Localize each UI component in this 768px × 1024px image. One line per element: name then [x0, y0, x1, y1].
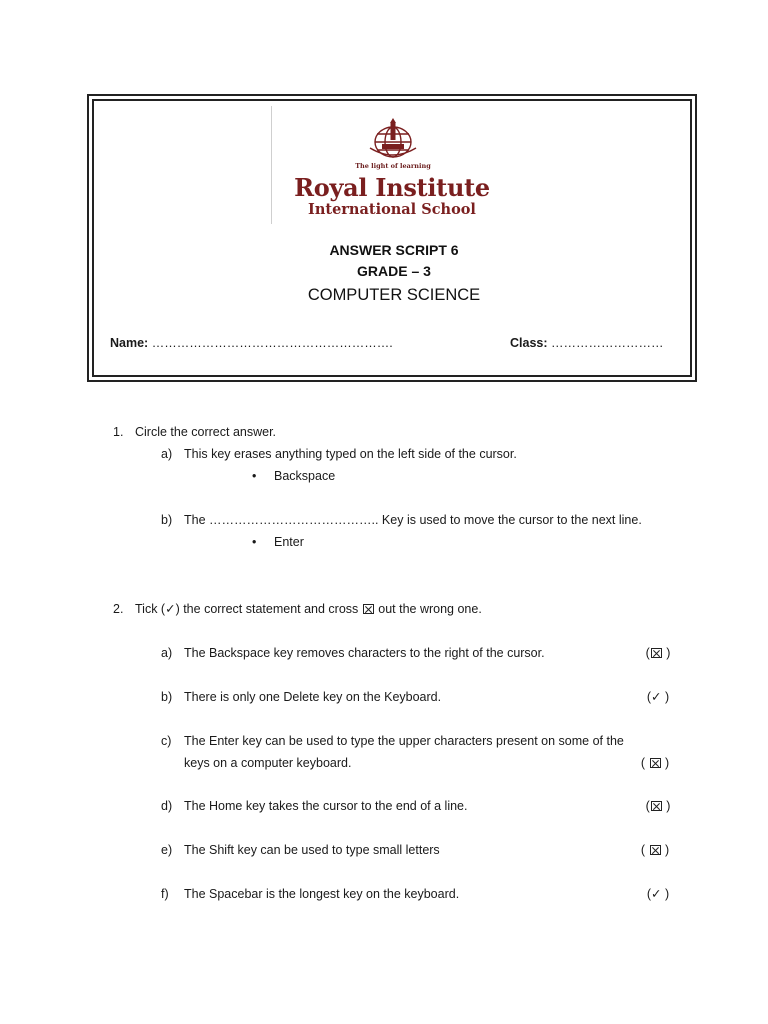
q2-number: 2.	[113, 602, 124, 616]
q1b-bullet: •	[252, 535, 257, 549]
document-grade: GRADE – 3	[357, 263, 431, 279]
close-paren: )	[666, 646, 671, 660]
class-field	[510, 336, 664, 350]
q1b-answer: Enter	[274, 535, 304, 549]
q2a-label: a)	[161, 646, 173, 660]
open-paren: (	[645, 799, 650, 813]
name-dots: ………………………………………………….	[148, 336, 393, 350]
school-emblem-icon	[364, 118, 422, 162]
tick-icon: ✓	[651, 690, 662, 704]
q2c-text-line2: keys on a computer keyboard.	[184, 756, 352, 770]
open-paren: (	[645, 646, 650, 660]
name-label: Name:	[110, 336, 149, 350]
q2e-text: The Shift key can be used to type small letters	[184, 843, 440, 857]
q2d-text: The Home key takes the cursor to the end of a line.	[184, 799, 468, 813]
cross-box-icon	[363, 604, 374, 614]
q2-text-after: out the wrong one.	[374, 602, 482, 616]
class-label: Class:	[510, 336, 548, 350]
q2c-label: c)	[161, 734, 172, 748]
open-paren: (	[640, 756, 646, 770]
q1a-answer: Backspace	[274, 469, 336, 483]
school-name-subtitle: International School	[308, 201, 476, 218]
q2b-text: There is only one Delete key on the Keyboard.	[184, 690, 442, 704]
q1b-text: The ………………………………….. Key is used to move the cursor to the next line.	[184, 513, 642, 527]
name-field	[110, 336, 393, 350]
cross-box-icon	[651, 801, 662, 811]
tick-icon: ✓	[165, 602, 176, 616]
open-paren: (	[640, 843, 646, 857]
q2-text-before: Tick (	[135, 602, 166, 616]
cross-box-icon	[650, 845, 661, 855]
q2b-label: b)	[161, 690, 173, 704]
school-tagline: The light of learning	[355, 162, 431, 170]
q2b-answer-mark	[640, 689, 676, 705]
q2d-label: d)	[161, 799, 173, 813]
q2c-answer-mark	[637, 755, 673, 771]
class-dots: ………………………	[547, 336, 664, 350]
school-name: Royal Institute	[294, 173, 490, 202]
q2c-text: The Enter key can be used to type the upper characters present on some of the	[184, 734, 624, 748]
q2a-answer-mark	[640, 645, 676, 661]
open-paren: (	[646, 690, 652, 704]
q2f-text: The Spacebar is the longest key on the keyboard.	[184, 887, 460, 901]
q1a-bullet: •	[252, 469, 257, 483]
q2-instruction	[135, 601, 482, 617]
close-paren: )	[664, 887, 670, 901]
q2f-label: f)	[161, 887, 169, 901]
document-title: ANSWER SCRIPT 6	[329, 242, 459, 258]
q2a-text: The Backspace key removes characters to the right of the cursor.	[184, 646, 545, 660]
q1a-label: a)	[161, 447, 173, 461]
q2-text-middle: ) the correct statement and cross	[175, 602, 362, 616]
q2f-answer-mark	[640, 886, 676, 902]
document-subject: COMPUTER SCIENCE	[307, 286, 481, 304]
q2e-answer-mark	[637, 842, 673, 858]
close-paren: )	[664, 690, 670, 704]
cross-box-icon	[650, 758, 661, 768]
close-paren: )	[666, 799, 671, 813]
open-paren: (	[646, 887, 652, 901]
q2e-label: e)	[161, 843, 173, 857]
q2d-answer-mark	[640, 798, 676, 814]
q1a-text: This key erases anything typed on the left side of the cursor.	[184, 447, 517, 461]
cross-box-icon	[651, 648, 662, 658]
q1-number: 1.	[113, 425, 124, 439]
q1-text: Circle the correct answer.	[135, 425, 277, 439]
close-paren: )	[664, 843, 670, 857]
q1b-label: b)	[161, 513, 173, 527]
tick-icon: ✓	[651, 887, 662, 901]
close-paren: )	[664, 756, 670, 770]
